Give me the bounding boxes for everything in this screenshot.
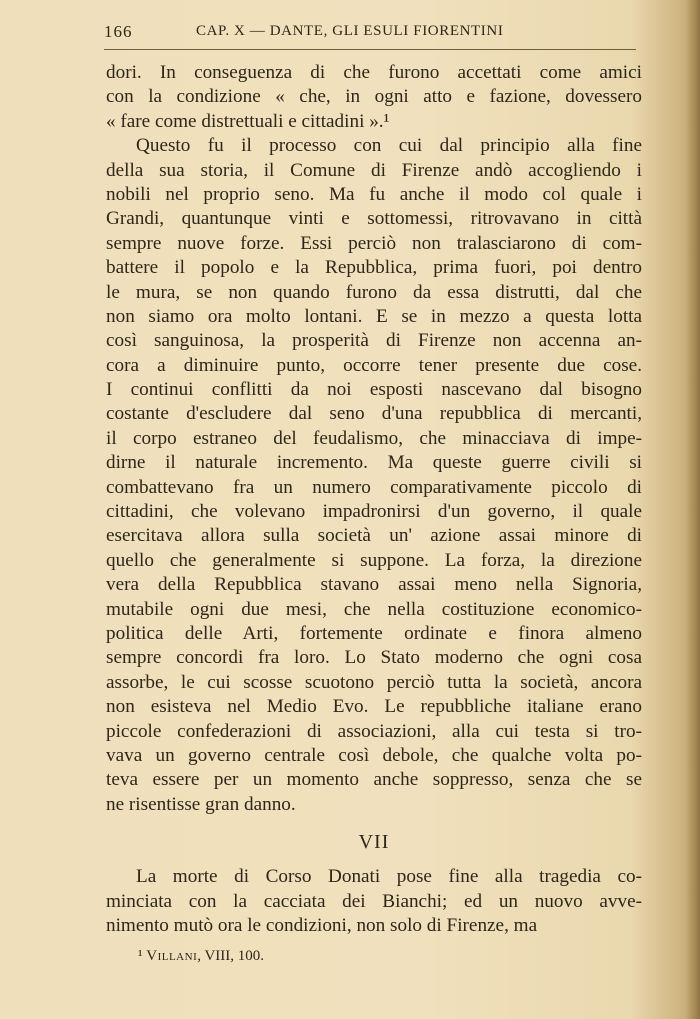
body-text <box>106 61 642 938</box>
header-rule <box>104 49 636 50</box>
footnote-reference: , VIII, 100. <box>197 948 265 964</box>
text-line: il corpo estraneo del feudalismo, che minacciava di impe- <box>106 427 642 449</box>
text-line: nimento mutò ora le condizioni, non solo di Firenze, ma <box>106 914 538 936</box>
text-line: mutabile ogni due mesi, che nella costituzione economico- <box>106 598 642 620</box>
text-line: cittadini, che volevano impadronirsi d'un governo, il quale <box>106 501 642 523</box>
text-line: vava un governo centrale così debole, che qualche volta po- <box>106 744 642 766</box>
paragraph <box>106 865 642 938</box>
text-line: dori. In conseguenza di che furono accettati come amici <box>106 62 642 83</box>
text-line: « fare come distrettuali e cittadini ».¹ <box>106 110 390 132</box>
text-line: dirne il naturale incremento. Ma queste guerre civili si <box>106 452 642 474</box>
text-line: assorbe, le cui scosse scuotono perciò tutta la società, ancora <box>106 671 642 693</box>
text-line: esercitava allora sulla società un' azione assai minore di <box>106 525 642 547</box>
footnote-author: Villani <box>146 948 198 964</box>
text-line: con la condizione « che, in ogni atto e fazione, dovessero <box>106 86 642 108</box>
text-line: battere il popolo e la Repubblica, prima fuori, poi dentro <box>106 257 642 279</box>
text-line: Grandi, quantunque vinti e sottomessi, ritrovavano in città <box>106 208 642 230</box>
running-head: CAP. X — DANTE, GLI ESULI FIORENTINI <box>196 23 504 39</box>
page-header <box>104 22 644 46</box>
section-heading: VII <box>358 831 390 854</box>
text-line: costante d'escludere dal seno d'una repubblica di mercanti, <box>106 403 642 425</box>
text-line: le mura, se non quando furono da essa distrutti, dal che <box>106 281 642 303</box>
text-line: combattevano fra un numero comparativamente piccolo di <box>106 476 642 498</box>
text-line: piccole confederazioni di associazioni, alla cui testa si tro- <box>106 720 642 742</box>
closing-paragraph <box>106 865 642 938</box>
text-line: Questo fu il processo con cui dal principio alla fine <box>136 135 642 157</box>
text-line: teva essere per un momento anche soppresso, senza che se <box>106 769 642 791</box>
text-line: I continui conflitti da noi esposti nascevano dal bisogno <box>106 379 642 401</box>
paragraph <box>106 134 642 817</box>
paragraphs <box>106 61 642 817</box>
text-line: minciata con la cacciata dei Bianchi; ed un nuovo avve- <box>106 890 642 912</box>
text-line: nobili nel proprio seno. Ma fu anche il modo col quale i <box>106 183 642 205</box>
footnote-marker: ¹ <box>138 948 143 964</box>
text-line: non siamo ora molto lontani. E se in mezzo a questa lotta <box>106 305 642 327</box>
footnote <box>138 948 264 965</box>
text-line: non esisteva nel Medio Evo. Le repubbliche italiane erano <box>106 696 642 718</box>
text-line: politica delle Arti, fortemente ordinate e finora almeno <box>106 622 642 644</box>
text-line: vera della Repubblica stavano assai meno nella Signoria, <box>106 574 642 596</box>
text-line: ne risentisse gran danno. <box>106 793 296 815</box>
paragraph <box>106 61 642 134</box>
text-line: così sanguinosa, la prosperità di Firenze non accenna an- <box>106 330 642 352</box>
text-line: La morte di Corso Donati pose fine alla tragedia co- <box>136 866 642 888</box>
page-number: 166 <box>104 22 133 41</box>
text-line: cora a diminuire punto, occorre tener presente due cose. <box>106 354 642 376</box>
text-line: sempre concordi fra loro. Lo Stato moderno che ogni cosa <box>106 647 642 669</box>
text-line: quello che generalmente si suppone. La forza, la direzione <box>106 549 642 571</box>
text-line: della sua storia, il Comune di Firenze andò accogliendo i <box>106 159 642 181</box>
page-edge-shadow <box>686 0 700 1019</box>
text-line: sempre nuove forze. Essi perciò non tralasciarono di com- <box>106 232 642 254</box>
